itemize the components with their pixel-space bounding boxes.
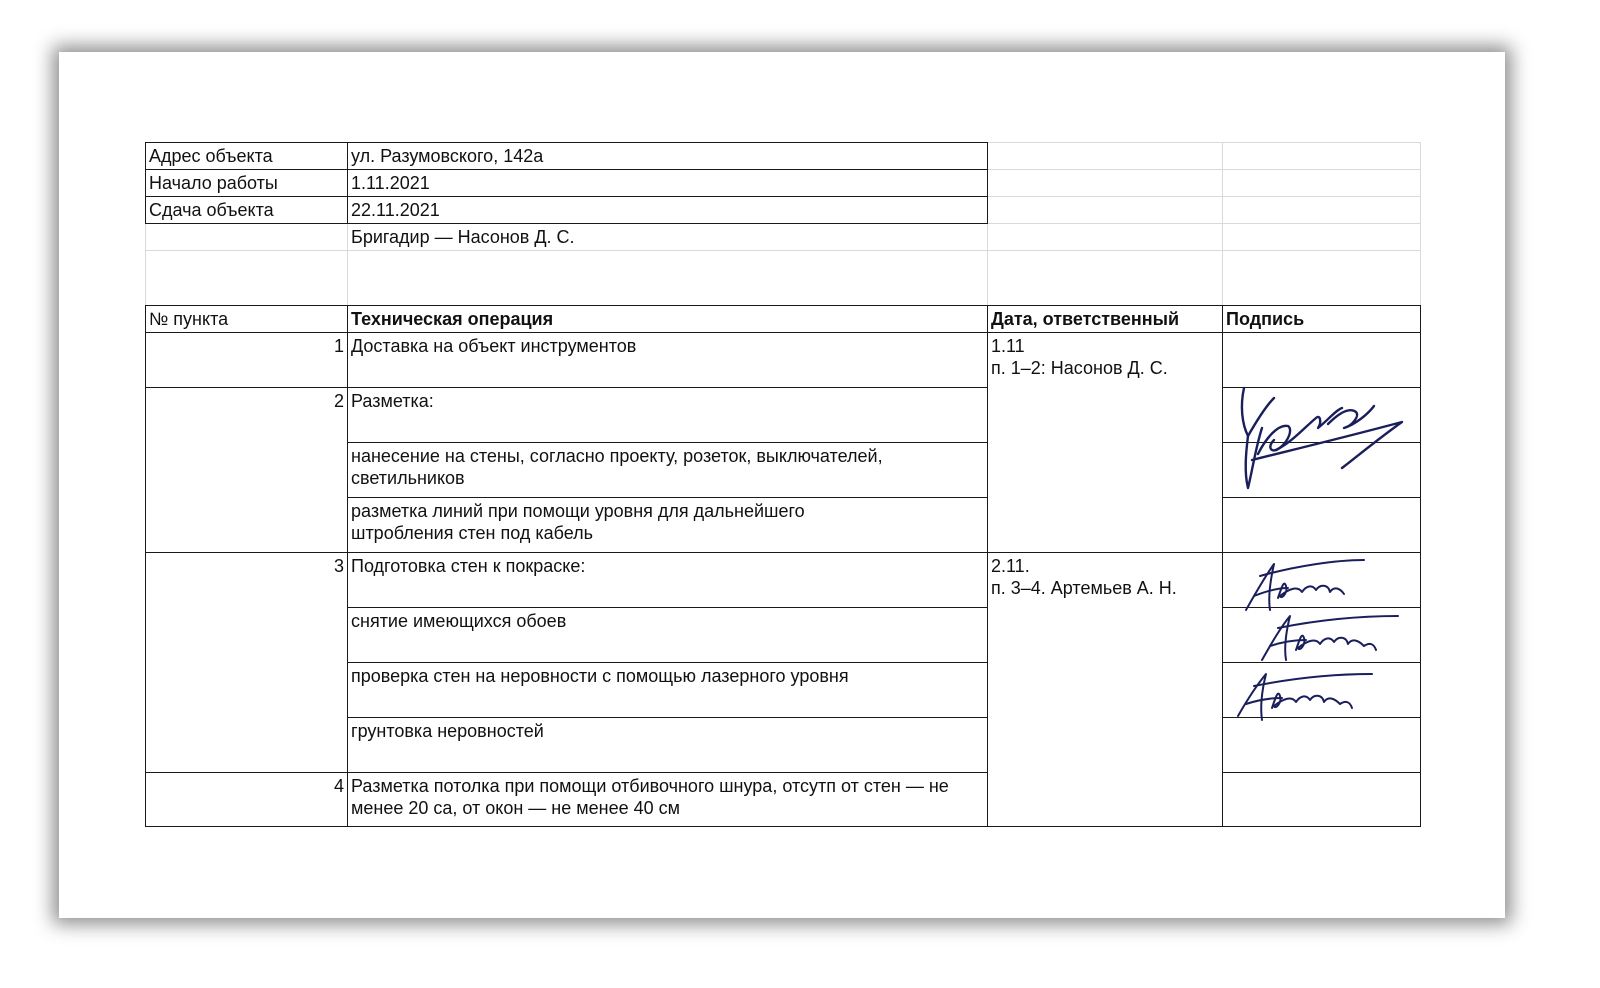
handover-label: Сдача объекта	[149, 200, 274, 220]
header-border	[145, 169, 988, 170]
operation-text: Разметка:	[351, 391, 434, 411]
table-border	[1222, 305, 1223, 826]
gridline	[1222, 142, 1223, 305]
table-border	[347, 442, 987, 443]
header-border	[145, 142, 146, 223]
foreman: Бригадир — Насонов Д. С.	[351, 227, 575, 247]
date-value: 2.11.	[991, 556, 1030, 576]
column-header-operation: Техническая операция	[351, 309, 554, 329]
column-header-signature: Подпись	[1226, 309, 1305, 329]
gridline	[1420, 142, 1421, 305]
signature-artemyev-3	[1234, 668, 1378, 724]
table-border	[145, 826, 1421, 827]
row-number: 2	[333, 391, 344, 411]
table-border	[145, 332, 1421, 333]
table-border	[145, 305, 1421, 306]
address-label: Адрес объекта	[149, 146, 273, 166]
address-value: ул. Разумовского, 142а	[351, 146, 544, 166]
operation-text: Разметка потолка при помощи отбивочного шнура, отсутп от стен — не менее 20 са, от окон — не менее 40 см	[351, 776, 949, 818]
gridline	[145, 223, 146, 305]
table-border	[145, 305, 146, 826]
operation-text: нанесение на стены, согласно проекту, розеток, выключателей, светильников	[351, 446, 883, 488]
responsible-value: п. 1–2: Насонов Д. С.	[991, 358, 1168, 378]
table-border	[347, 717, 987, 718]
row-number: 4	[333, 776, 344, 796]
table-border	[1222, 772, 1421, 773]
column-header-number: № пункта	[149, 309, 229, 329]
table-border	[1420, 305, 1421, 826]
operation-text: проверка стен на неровности с помощью лазерного уровня	[351, 666, 849, 686]
handover-value: 22.11.2021	[351, 200, 440, 220]
table-border	[987, 305, 988, 826]
operation-text: разметка линий при помощи уровня для дальнейшего штробления стен под кабель	[351, 501, 805, 543]
signature-artemyev-2	[1256, 610, 1404, 666]
table-border	[145, 552, 1421, 553]
gridline	[145, 250, 1421, 251]
operation-text: Доставка на объект инструментов	[351, 336, 637, 356]
gridline	[987, 169, 1421, 170]
table-border	[1222, 497, 1421, 498]
operation-text: снятие имеющихся обоев	[351, 611, 567, 631]
operation-text: Подготовка стен к покраске:	[351, 556, 586, 576]
date-value: 1.11	[991, 336, 1025, 356]
gridline	[987, 142, 1421, 143]
table-border	[347, 607, 987, 608]
header-border	[347, 142, 348, 223]
header-border	[145, 196, 988, 197]
header-border	[987, 142, 988, 223]
column-header-date: Дата, ответственный	[991, 309, 1180, 329]
table-border	[347, 497, 987, 498]
table-border	[145, 387, 987, 388]
row-number: 1	[333, 336, 344, 356]
signature-artemyev-1	[1240, 556, 1370, 618]
header-border	[145, 142, 988, 143]
start-label: Начало работы	[149, 173, 278, 193]
table-border	[347, 662, 987, 663]
start-value: 1.11.2021	[351, 173, 430, 193]
operation-text: грунтовка неровностей	[351, 721, 544, 741]
responsible-value: п. 3–4. Артемьев А. Н.	[991, 578, 1177, 598]
table-border	[145, 772, 987, 773]
table-border	[347, 305, 348, 826]
signature-nasonov	[1232, 376, 1412, 494]
header-border	[145, 223, 988, 224]
row-number: 3	[333, 556, 344, 576]
gridline	[347, 223, 348, 305]
gridline	[987, 196, 1421, 197]
